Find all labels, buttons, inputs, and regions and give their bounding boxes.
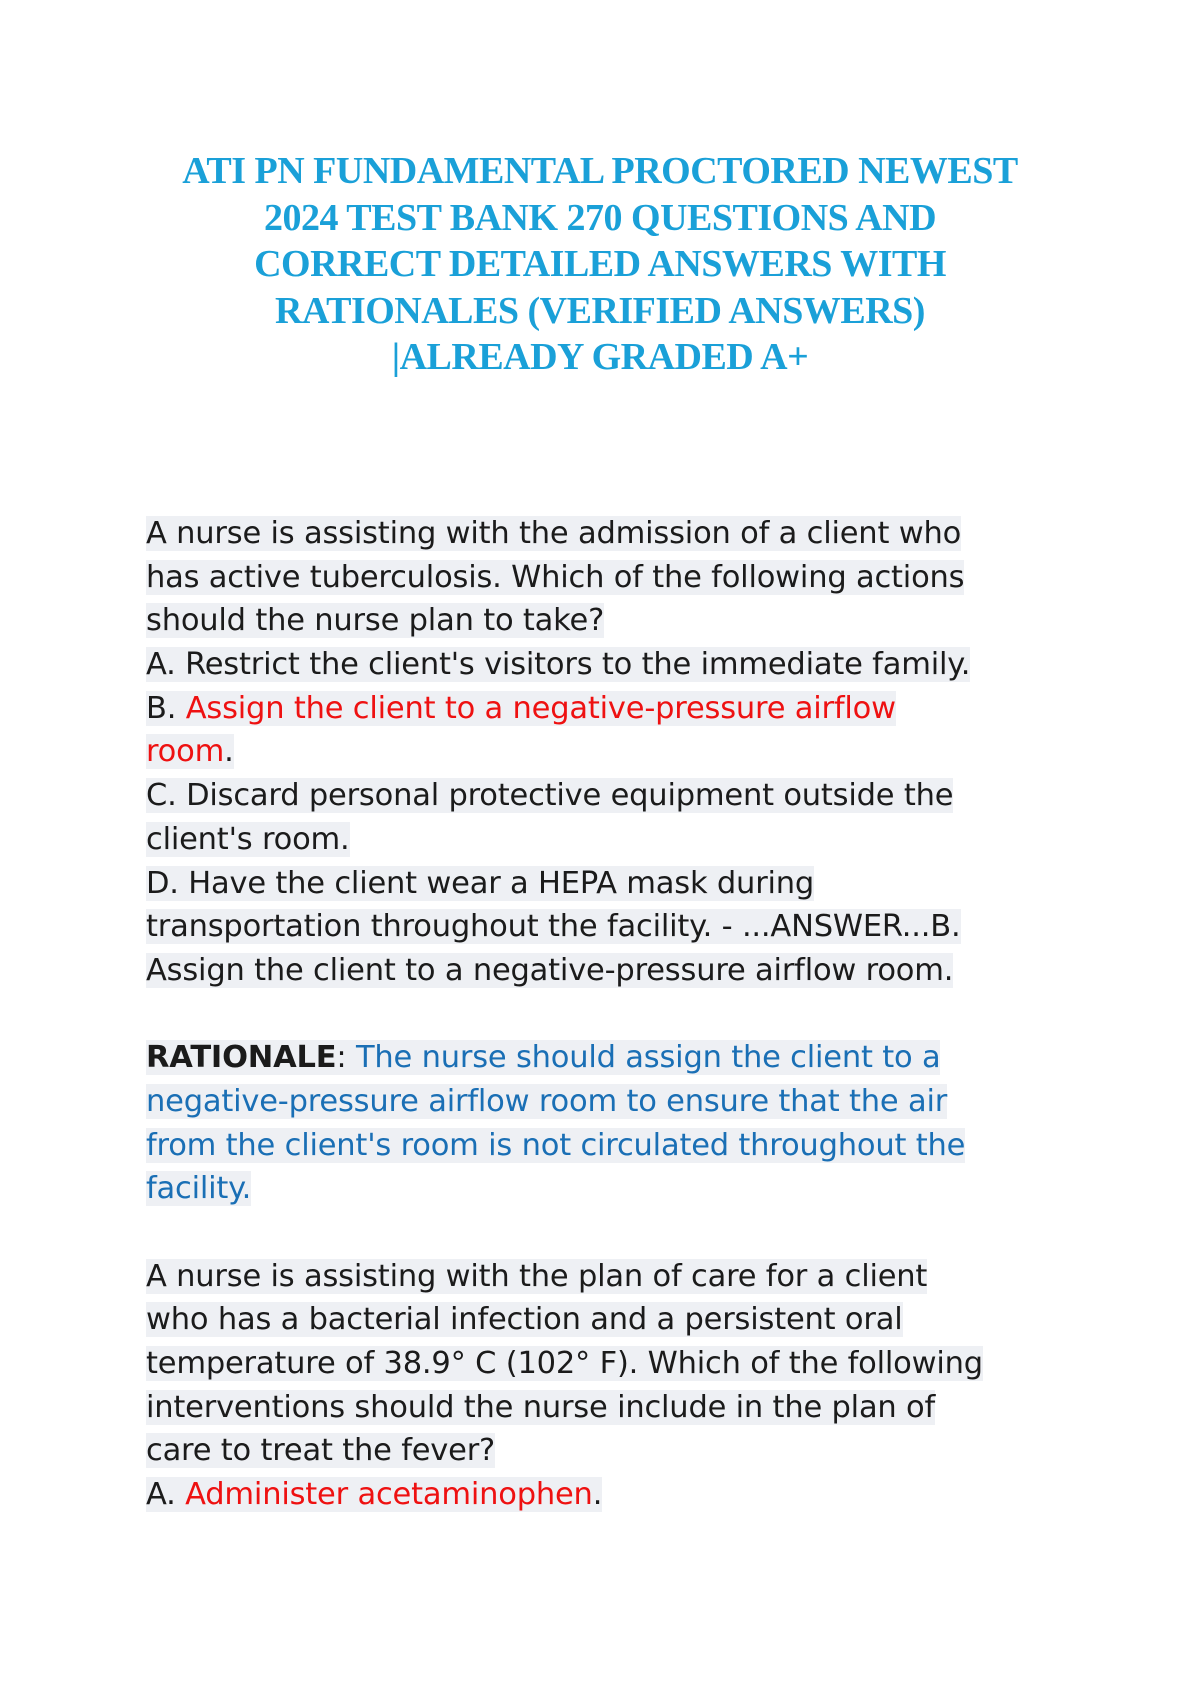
question-2-option-a-correct: Administer acetaminophen (185, 1477, 593, 1513)
document-title (100, 148, 1100, 381)
document-body (146, 512, 983, 1517)
question-1-stem: A nurse is assisting with the admission of a client who (146, 516, 962, 551)
question-1-option-b-correct: Assign the client to a negative-pressure airflow (185, 690, 896, 726)
question-2-option-a-period: . (592, 1477, 603, 1513)
rationale-label: RATIONALE (146, 1040, 337, 1076)
question-1-option-b-period: . (224, 734, 234, 770)
rationale-text: from the client's room is not circulated throughout the (146, 1127, 966, 1163)
question-1-option-d: transportation throughout the facility. - ...ANSWER...B. (146, 909, 961, 945)
question-2-stem: temperature of 38.9° C (102° F). Which of the following (146, 1346, 983, 1382)
question-1-stem: should the nurse plan to take? (146, 603, 605, 639)
title-line: CORRECT DETAILED ANSWERS WITH (254, 243, 946, 285)
question-1-stem: has active tuberculosis. Which of the following actions (146, 559, 965, 595)
title-line: 2024 TEST BANK 270 QUESTIONS AND (263, 196, 937, 239)
title-line: |ALREADY GRADED A+ (391, 336, 809, 378)
question-1-option-b-letter: B. (146, 690, 186, 726)
rationale-text: facility. (146, 1171, 252, 1207)
rationale-text: negative-pressure airflow room to ensure that the air (146, 1083, 948, 1119)
question-2-stem: interventions should the nurse include in the plan of (146, 1389, 936, 1425)
rationale-colon: : (336, 1040, 356, 1076)
rationale-text: The nurse should assign the client to a (355, 1040, 941, 1076)
question-2-stem: A nurse is assisting with the plan of care for a client (146, 1258, 928, 1294)
title-line: RATIONALES (VERIFIED ANSWERS) (275, 289, 925, 332)
question-1-answer: Assign the client to a negative-pressure airflow room. (146, 952, 954, 988)
question-2-option-a-letter: A. (146, 1477, 186, 1513)
question-2-stem: who has a bacterial infection and a persistent oral (146, 1302, 903, 1338)
question-1-option-c: client's room. (146, 821, 350, 857)
title-line: ATI PN FUNDAMENTAL PROCTORED NEWEST (182, 150, 1018, 192)
question-1-option-b-correct: room (146, 734, 225, 770)
question-1-option-a: A. Restrict the client's visitors to the immediate family. (146, 647, 971, 683)
question-1-option-c: C. Discard personal protective equipment outside the (146, 778, 954, 814)
question-2-stem: care to treat the fever? (146, 1433, 496, 1469)
question-1-option-d: D. Have the client wear a HEPA mask during (146, 865, 815, 901)
